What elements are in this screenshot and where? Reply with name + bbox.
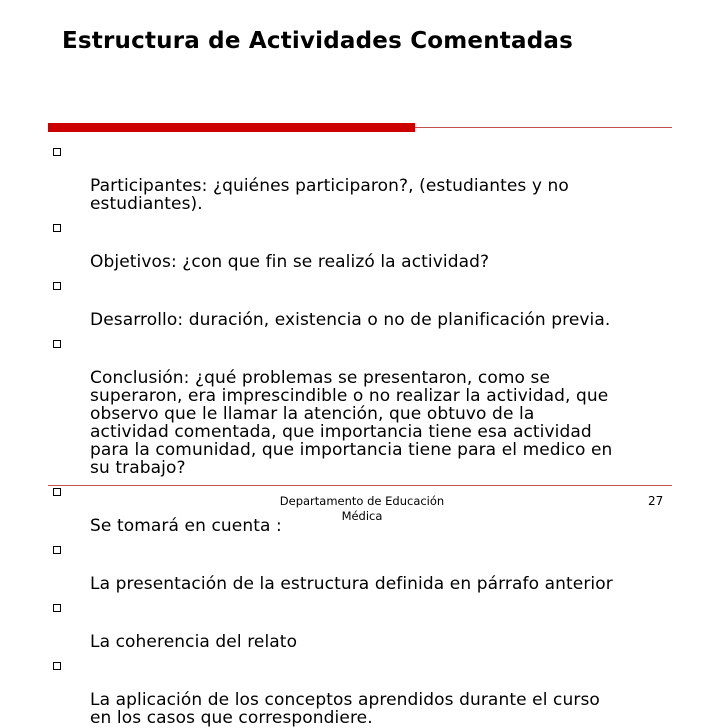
hollow-square-icon bbox=[53, 282, 61, 290]
hollow-square-icon bbox=[53, 546, 61, 554]
bullet-item-objetivos bbox=[48, 217, 678, 271]
bullet-item-participantes bbox=[48, 141, 678, 213]
slide-title: Estructura de Actividades Comentadas bbox=[62, 28, 573, 54]
title-accent-bar bbox=[48, 123, 415, 132]
bullet-text: La aplicación de los conceptos aprendidos durante el curso en los casos que correspondiere. bbox=[90, 690, 600, 728]
bullet-text: Objetivos: ¿con que fin se realizó la actividad? bbox=[90, 252, 490, 272]
bullet-item-aplicacion bbox=[48, 655, 678, 727]
bullet-item-presentacion bbox=[48, 539, 678, 593]
bullet-list bbox=[48, 141, 678, 727]
hollow-square-icon bbox=[53, 604, 61, 612]
bullet-item-conclusion bbox=[48, 333, 678, 477]
page-number: 27 bbox=[648, 494, 664, 508]
bullet-text: Se tomará en cuenta : bbox=[90, 516, 282, 536]
bullet-text: Desarrollo: duración, existencia o no de planificación previa. bbox=[90, 310, 611, 330]
hollow-square-icon bbox=[53, 662, 61, 670]
bullet-item-coherencia bbox=[48, 597, 678, 651]
bullet-text: Conclusión: ¿qué problemas se presentaron, como se superaron, era imprescindible o no realizar la actividad, que observo que le llamar la atención, que obtuvo de la actividad comentada, que importancia tiene esa actividad para la comunidad, que importancia tiene para el medico en su trabajo? bbox=[90, 368, 613, 478]
bullet-text: Participantes: ¿quiénes participaron?, (estudiantes y no estudiantes). bbox=[90, 176, 569, 214]
footer-department: Departamento de Educación Médica bbox=[279, 494, 445, 523]
bullet-text: La coherencia del relato bbox=[90, 632, 298, 652]
hollow-square-icon bbox=[53, 340, 61, 348]
hollow-square-icon bbox=[53, 148, 61, 156]
footer-divider bbox=[48, 485, 672, 486]
bullet-item-desarrollo bbox=[48, 275, 678, 329]
bullet-text: La presentación de la estructura definida en párrafo anterior bbox=[90, 574, 613, 594]
hollow-square-icon bbox=[53, 488, 61, 496]
hollow-square-icon bbox=[53, 224, 61, 232]
